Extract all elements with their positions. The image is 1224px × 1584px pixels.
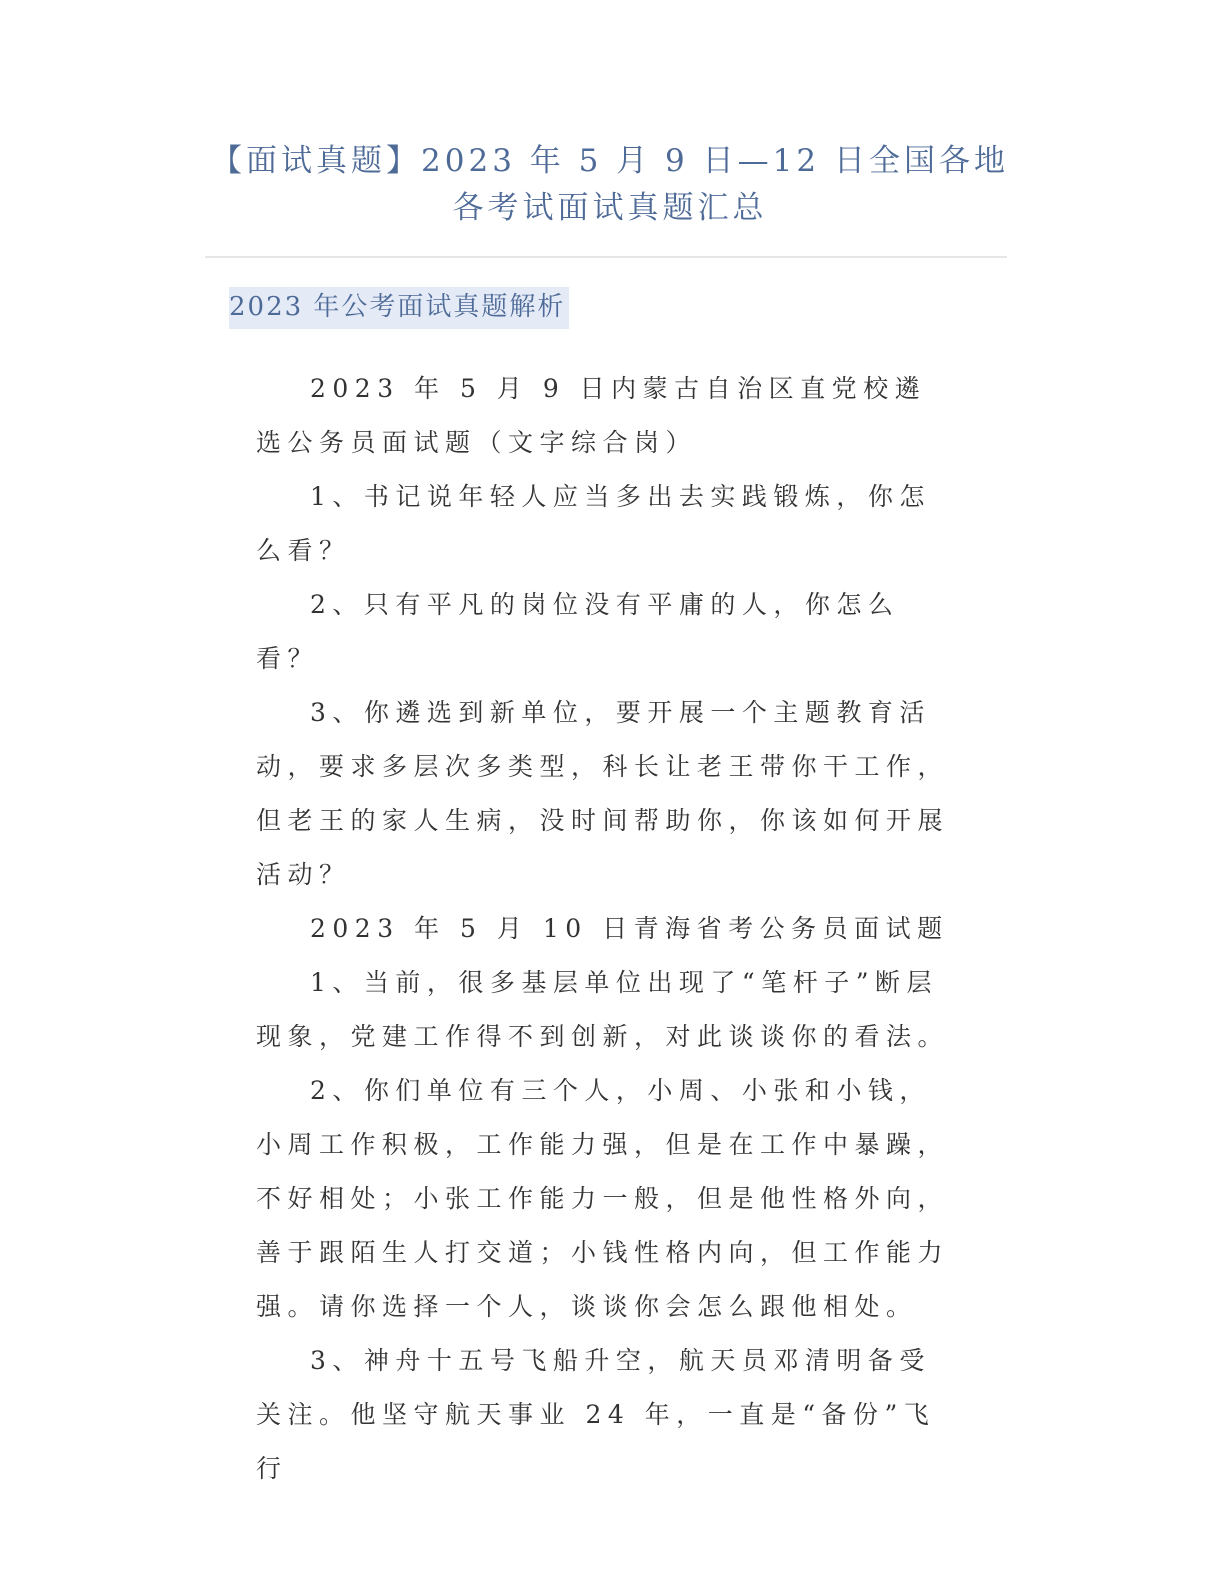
- paragraph-question: 1、当前，很多基层单位出现了“笔杆子”断层现象，党建工作得不到创新，对此谈谈你的看法。: [256, 968, 950, 1051]
- paragraph-question: 3、神舟十五号飞船升空，航天员邓清明备受关注。他坚守航天事业 24 年，一直是“备份”飞行: [256, 1346, 936, 1483]
- paragraph-question: 2、只有平凡的岗位没有平庸的人，你怎么看？: [256, 590, 900, 673]
- section-heading: 2023 年公考面试真题解析: [229, 287, 569, 329]
- paragraph-question: 3、你遴选到新单位，要开展一个主题教育活动，要求多层次多类型，科长让老王带你干工作，但老王的家人生病，没时间帮助你，你该如何开展活动？: [256, 698, 950, 889]
- paragraph-exam-2-heading: 2023 年 5 月 10 日青海省考公务员面试题: [310, 914, 949, 943]
- page-title: 【面试真题】2023 年 5 月 9 日—12 日全国各地各考试面试真题汇总: [211, 143, 1009, 226]
- document-body: [256, 362, 956, 1496]
- paragraph-question: 1、书记说年轻人应当多出去实践锻炼，你怎么看？: [256, 482, 931, 565]
- paragraph-exam-1-heading: 2023 年 5 月 9 日内蒙古自治区直党校遴选公务员面试题（文字综合岗）: [256, 374, 927, 457]
- paragraph-question: 2、你们单位有三个人，小周、小张和小钱，小周工作积极，工作能力强，但是在工作中暴躁，不好相处；小张工作能力一般，但是他性格外向，善于跟陌生人打交道；小钱性格内向，但工作能力强。请你选择一个人，谈谈你会怎么跟他相处。: [256, 1076, 950, 1321]
- title-divider: [205, 256, 1007, 258]
